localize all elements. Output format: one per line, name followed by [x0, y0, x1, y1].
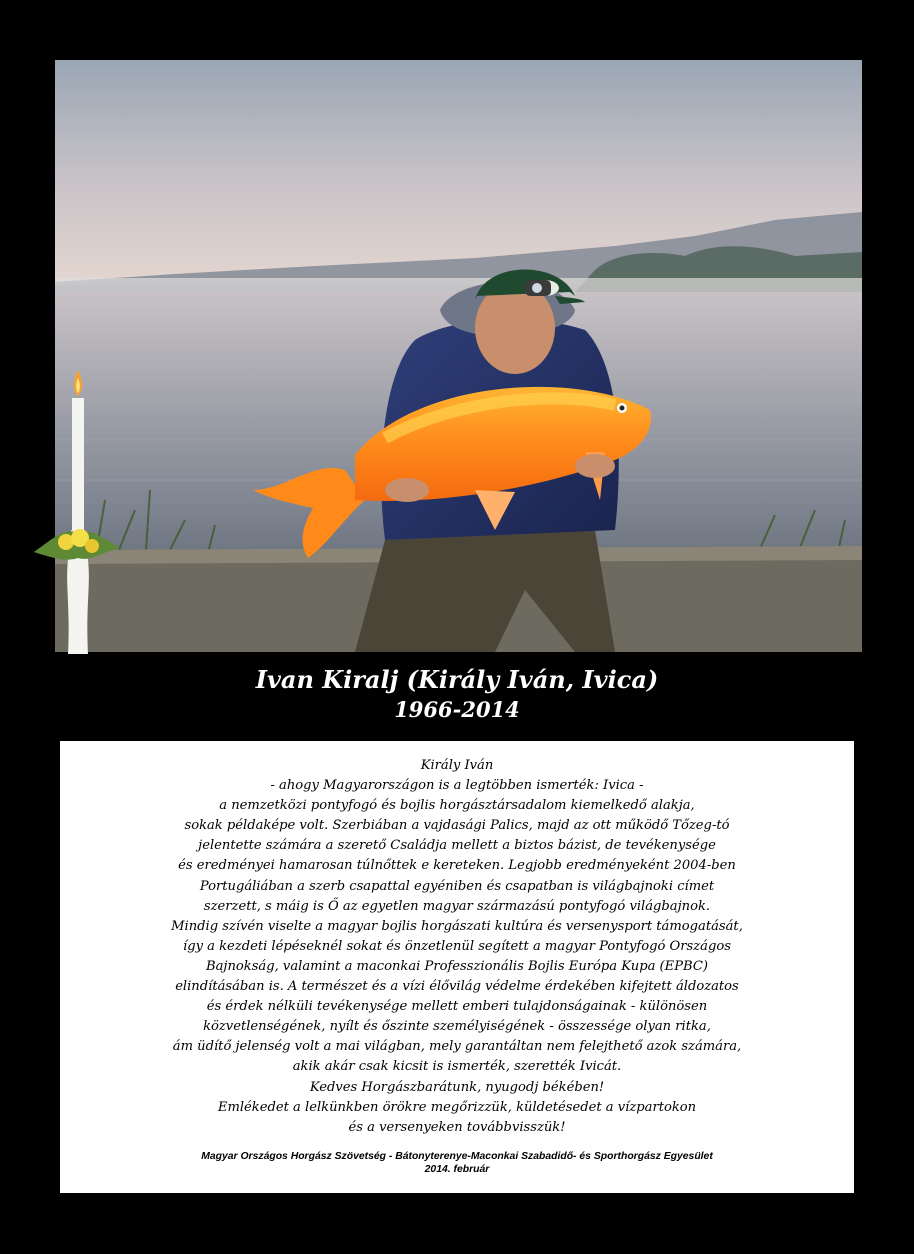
- tribute-line: és érdek nélküli tevékenysége mellett emberi tulajdonságainak - különösen: [206, 999, 708, 1015]
- tribute-line: közvetlenségének, nyílt és őszinte személyiségének - összessége olyan ritka,: [203, 1019, 711, 1035]
- tribute-line: Király Iván: [420, 758, 494, 773]
- tribute-line: elindításában is. A természet és a vízi élővilág védelme érdekében kifejtett áldozatos: [175, 979, 739, 995]
- tribute-line: Kedves Horgászbarátunk, nyugodj békében!: [309, 1079, 605, 1095]
- tribute-footer: [60, 1150, 854, 1176]
- angler-with-golden-carp-photo: [55, 60, 862, 652]
- tribute-line: és eredményei hamarosan túlnőttek e kereteken. Legjobb eredményeként 2004-ben: [178, 858, 736, 874]
- tribute-line: Emlékedet a lelkünkben örökre megőrizzük, küldetésedet a vízpartokon: [217, 1099, 697, 1115]
- memorial-heading: [0, 664, 914, 724]
- tribute-line: ám üdítő jelenség volt a mai világban, mely garantáltan nem felejthető azok számára,: [172, 1039, 742, 1055]
- footer-organization: Magyar Országos Horgász Szövetség - Bátonyterenye-Maconkai Szabadidő- és Sporthorgász Egyesület: [201, 1151, 713, 1162]
- tribute-panel: [60, 741, 854, 1193]
- tribute-line: Bajnokság, valamint a maconkai Professzionális Bojlis Európa Kupa (EPBC): [205, 958, 709, 974]
- footer-date: 2014. február: [424, 1164, 490, 1175]
- tribute-line: Portugáliában a szerb csapattal egyéniben és csapatban is világbajnoki címet: [199, 878, 715, 894]
- tribute-line: jelentette számára a szerető Családja mellett a biztos bázist, de tevékenysége: [198, 838, 716, 854]
- tribute-line: - ahogy Magyarországon is a legtöbben ismerték: Ivica -: [270, 778, 644, 794]
- tribute-line: így a kezdeti lépéseknél sokat és önzetlenül segített a magyar Pontyfogó Országos: [183, 938, 731, 954]
- tribute-line: szerzett, s máig is Ő az egyetlen magyar származású pontyfogó világbajnok.: [203, 898, 711, 914]
- memorial-years: 1966-2014: [394, 697, 520, 722]
- memorial-photo: [55, 60, 862, 652]
- tribute-line: akik akár csak kicsit is ismerték, szerették Ivicát.: [292, 1059, 622, 1075]
- memorial-candle-icon: [28, 366, 128, 656]
- tribute-line: és a versenyeken továbbvisszük!: [348, 1119, 566, 1135]
- memorial-name: Ivan Kiralj (Király Iván, Ivica): [255, 665, 659, 694]
- tribute-line: a nemzetközi pontyfogó és bojlis horgásztársadalom kiemelkedő alakja,: [219, 798, 695, 814]
- tribute-text: [60, 741, 854, 1138]
- tribute-line: Mindig szívén viselte a magyar bojlis horgászati kultúra és versenysport támogatását,: [171, 918, 743, 934]
- tribute-line: sokak példaképe volt. Szerbiában a vajdasági Palics, majd az ott működő Tőzeg-tó: [184, 818, 730, 834]
